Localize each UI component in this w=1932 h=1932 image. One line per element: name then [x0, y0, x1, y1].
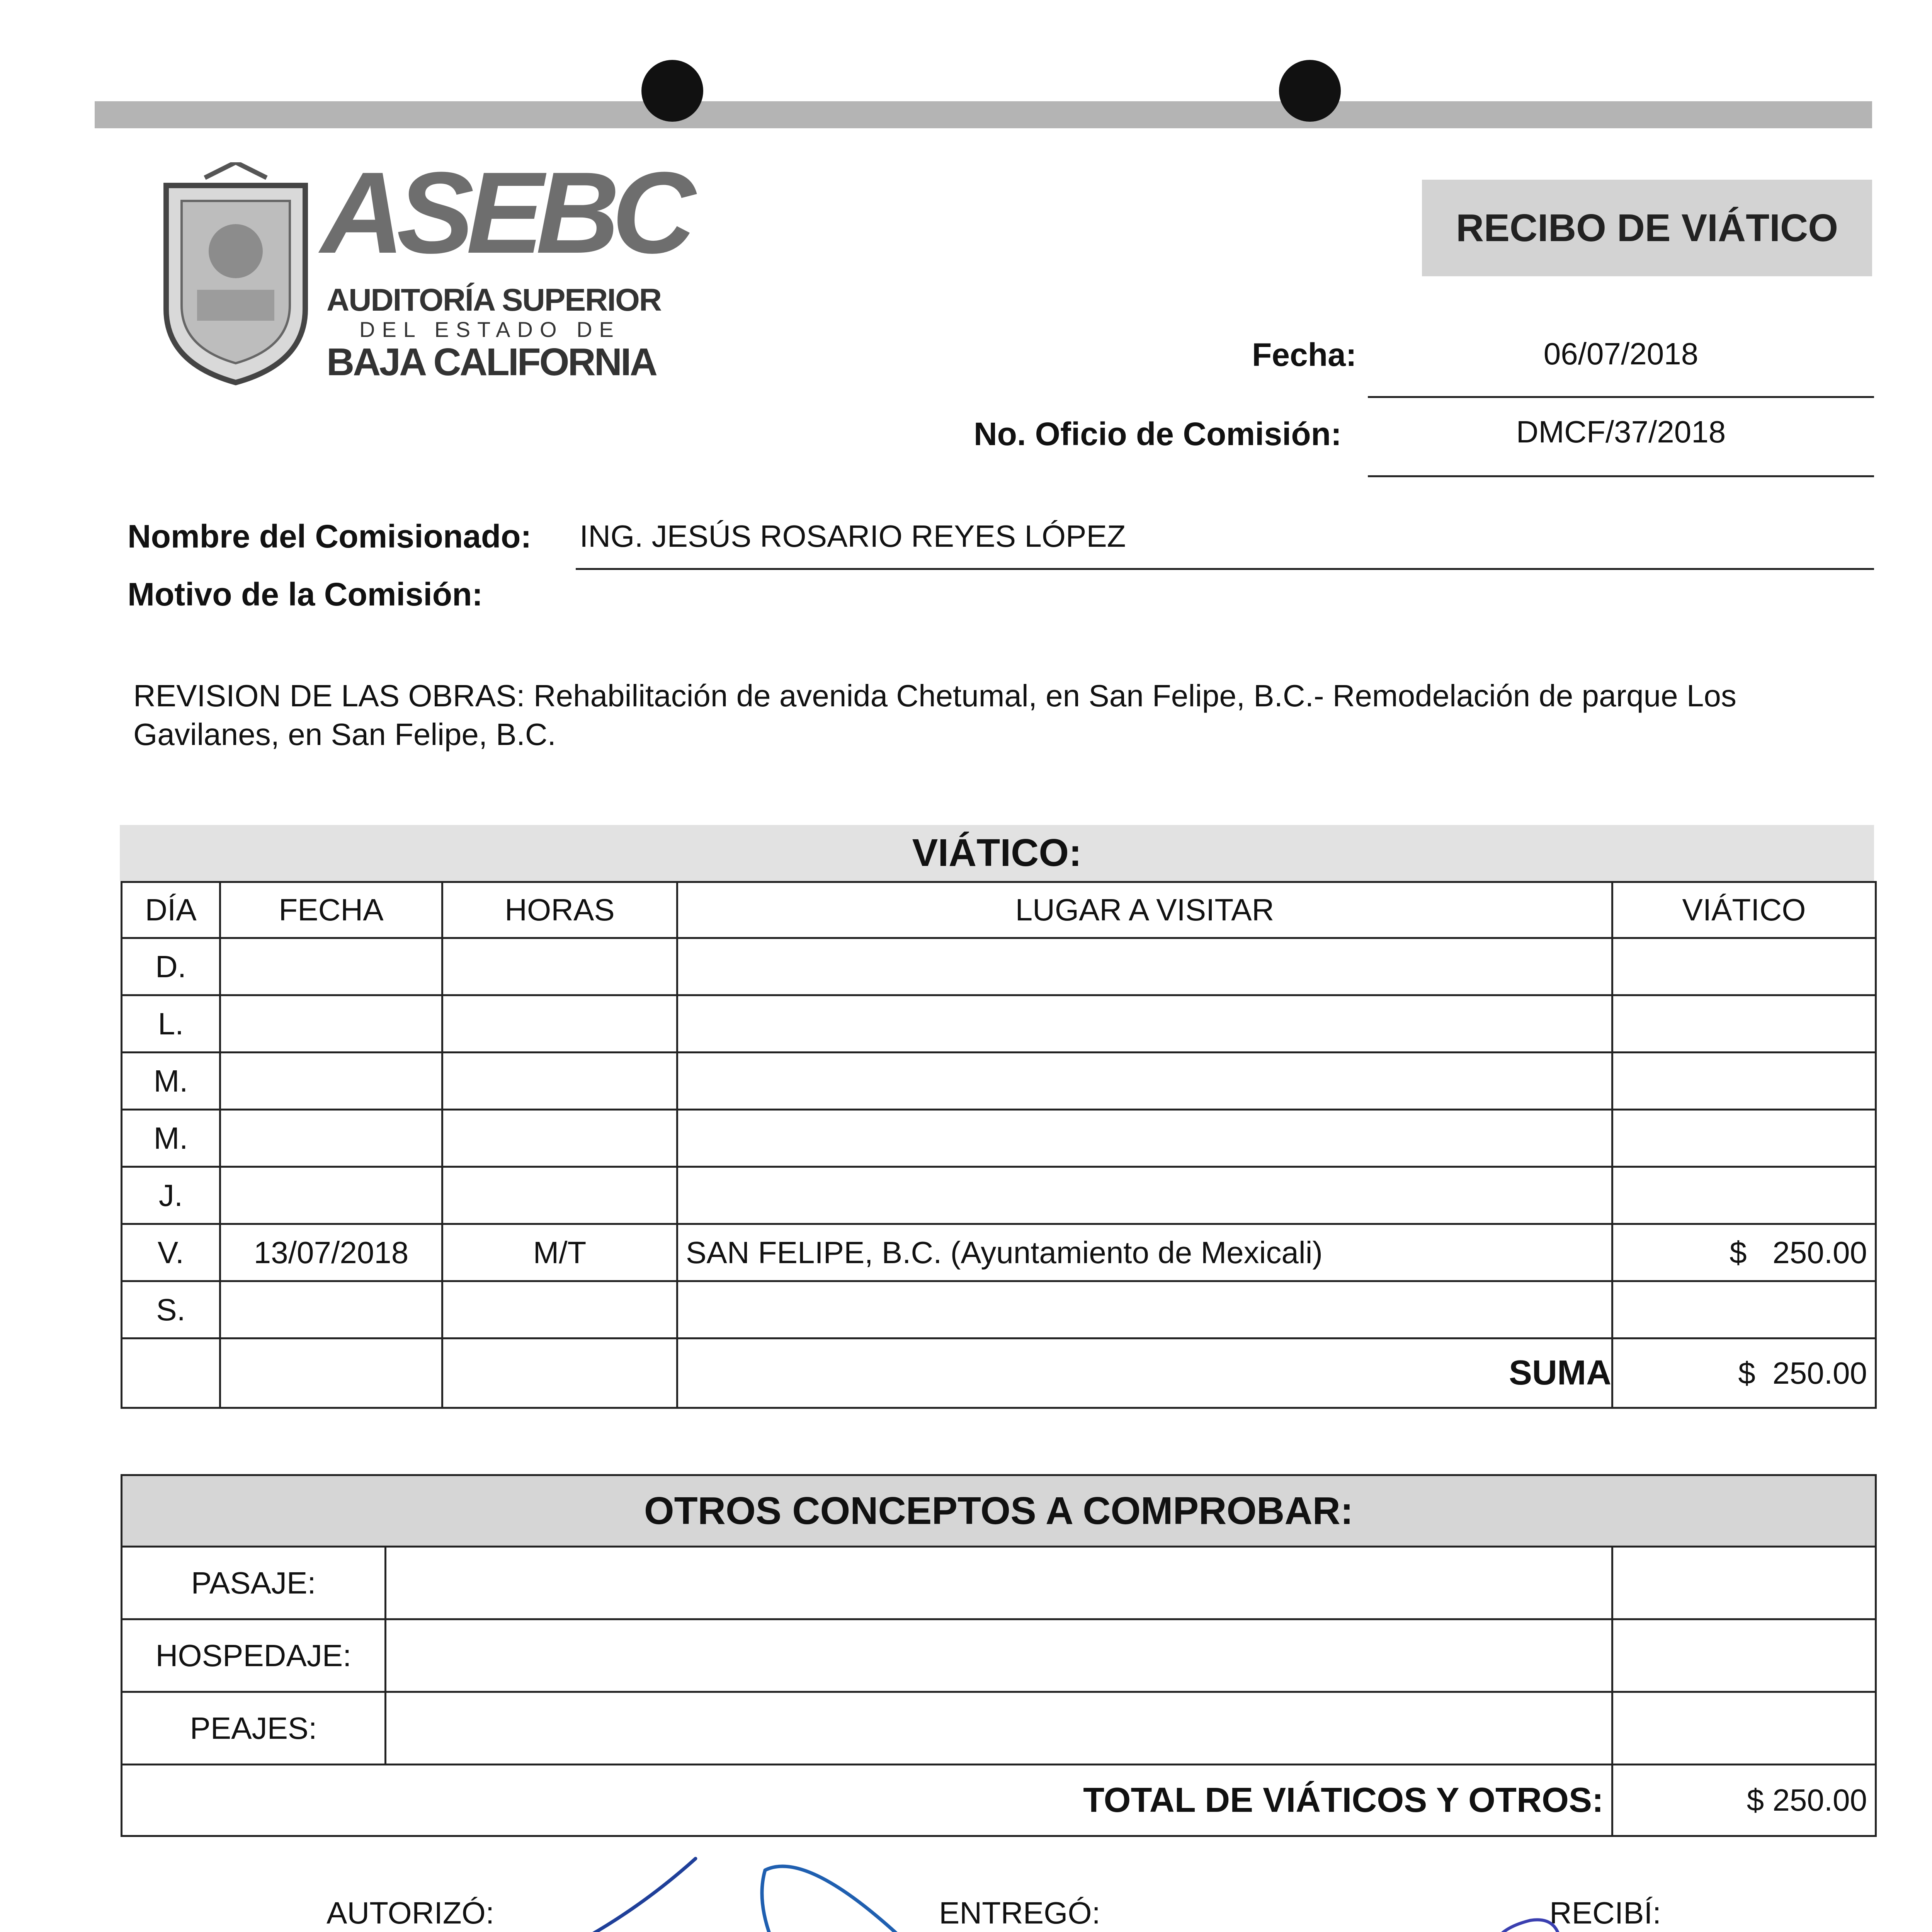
hospedaje-label: HOSPEDAJE:	[122, 1619, 386, 1692]
cell-viatico	[1612, 1281, 1876, 1338]
suma-empty-cell	[220, 1338, 442, 1408]
cell-viatico	[1612, 995, 1876, 1053]
cell-horas	[442, 1167, 677, 1224]
total-label: TOTAL DE VIÁTICOS Y OTROS:	[122, 1765, 1612, 1836]
cell-horas: M/T	[442, 1224, 677, 1281]
col-dia: DÍA	[122, 882, 220, 938]
peajes-amount	[1612, 1692, 1876, 1765]
table-row	[122, 1692, 1876, 1765]
hospedaje-amount	[1612, 1619, 1876, 1692]
cell-dia: M.	[122, 1053, 220, 1110]
cell-lugar	[677, 1110, 1612, 1167]
signature-entrego	[734, 1847, 1352, 1932]
logo-line2: DEL ESTADO DE	[359, 317, 621, 342]
col-horas: HORAS	[442, 882, 677, 938]
cell-dia: S.	[122, 1281, 220, 1338]
motivo-line1: REVISION DE LAS OBRAS: Rehabilitación de avenida Chetumal, en San Felipe, B.C.- Remodelación de parque Los	[133, 679, 1736, 713]
motivo-line2: Gavilanes, en San Felipe, B.C.	[133, 717, 556, 752]
cell-horas	[442, 938, 677, 995]
hospedaje-desc	[386, 1619, 1612, 1692]
logo-line3: BAJA CALIFORNIA	[327, 340, 656, 384]
otros-title: OTROS CONCEPTOS A COMPROBAR:	[122, 1475, 1876, 1547]
table-row	[122, 938, 1876, 995]
viatico-table	[121, 881, 1877, 1409]
pasaje-desc	[386, 1547, 1612, 1619]
pasaje-amount	[1612, 1547, 1876, 1619]
motivo-label: Motivo de la Comisión:	[128, 576, 483, 612]
oficio-label: No. Oficio de Comisión:	[974, 416, 1342, 452]
cell-fecha	[220, 1167, 442, 1224]
cell-horas	[442, 1053, 677, 1110]
table-row	[122, 1053, 1876, 1110]
doc-title-box	[1422, 180, 1872, 276]
cell-viatico	[1612, 1167, 1876, 1224]
table-row	[122, 995, 1876, 1053]
punch-hole-left	[641, 60, 703, 122]
pasaje-label: PASAJE:	[122, 1547, 386, 1619]
oficio-value: DMCF/37/2018	[1516, 415, 1726, 449]
recibi-label: RECIBÍ:	[1549, 1896, 1661, 1930]
col-fecha: FECHA	[220, 882, 442, 938]
viatico-header	[120, 825, 1874, 881]
logo-line1: AUDITORÍA SUPERIOR	[327, 282, 662, 318]
cell-lugar	[677, 1281, 1612, 1338]
cell-fecha	[220, 1281, 442, 1338]
fecha-field	[1368, 332, 1874, 398]
top-bar	[95, 101, 1872, 128]
col-viatico: VIÁTICO	[1612, 882, 1876, 938]
cell-viatico	[1612, 938, 1876, 995]
fecha-value: 06/07/2018	[1543, 337, 1699, 371]
cell-dia: J.	[122, 1167, 220, 1224]
suma-empty-cell	[442, 1338, 677, 1408]
suma-value: $ 250.00	[1612, 1338, 1876, 1408]
suma-label: SUMA	[677, 1338, 1612, 1408]
peajes-label: PEAJES:	[122, 1692, 386, 1765]
cell-dia: L.	[122, 995, 220, 1053]
otros-table	[121, 1474, 1877, 1837]
otros-header-row	[122, 1475, 1876, 1547]
total-value: $ 250.00	[1612, 1765, 1876, 1836]
entrego-label: ENTREGÓ:	[939, 1896, 1100, 1930]
cell-dia: V.	[122, 1224, 220, 1281]
table-row	[122, 1547, 1876, 1619]
table-row	[122, 1110, 1876, 1167]
cell-dia: D.	[122, 938, 220, 995]
col-lugar: LUGAR A VISITAR	[677, 882, 1612, 938]
suma-row	[122, 1338, 1876, 1408]
state-seal-icon	[151, 162, 321, 386]
autorizo-label: AUTORIZÓ:	[327, 1896, 495, 1930]
signature-autorizo	[193, 1847, 773, 1932]
cell-fecha	[220, 995, 442, 1053]
logo-acronym: ASEBC	[321, 148, 688, 277]
logo	[151, 148, 692, 394]
doc-title: RECIBO DE VIÁTICO	[1456, 206, 1838, 250]
cell-dia: M.	[122, 1110, 220, 1167]
cell-lugar	[677, 1053, 1612, 1110]
cell-lugar	[677, 938, 1612, 995]
peajes-desc	[386, 1692, 1612, 1765]
table-row	[122, 1281, 1876, 1338]
punch-hole-right	[1279, 60, 1341, 122]
table-row	[122, 1224, 1876, 1281]
cell-viatico: $ 250.00	[1612, 1224, 1876, 1281]
cell-horas	[442, 1110, 677, 1167]
comisionado-label: Nombre del Comisionado:	[128, 518, 532, 554]
signature-recibi	[1391, 1905, 1816, 1932]
table-row	[122, 1167, 1876, 1224]
comisionado-value: ING. JESÚS ROSARIO REYES LÓPEZ	[580, 519, 1126, 553]
fecha-label: Fecha:	[1252, 337, 1357, 373]
total-row	[122, 1765, 1876, 1836]
comisionado-field	[576, 514, 1874, 570]
suma-empty-cell	[122, 1338, 220, 1408]
viatico-header-row	[122, 882, 1876, 938]
cell-horas	[442, 1281, 677, 1338]
oficio-field	[1368, 410, 1874, 477]
cell-viatico	[1612, 1053, 1876, 1110]
table-row	[122, 1619, 1876, 1692]
cell-lugar: SAN FELIPE, B.C. (Ayuntamiento de Mexicali)	[677, 1224, 1612, 1281]
cell-fecha: 13/07/2018	[220, 1224, 442, 1281]
cell-horas	[442, 995, 677, 1053]
cell-fecha	[220, 1053, 442, 1110]
cell-viatico	[1612, 1110, 1876, 1167]
cell-lugar	[677, 995, 1612, 1053]
cell-fecha	[220, 1110, 442, 1167]
cell-lugar	[677, 1167, 1612, 1224]
viatico-title: VIÁTICO:	[912, 831, 1082, 874]
cell-fecha	[220, 938, 442, 995]
